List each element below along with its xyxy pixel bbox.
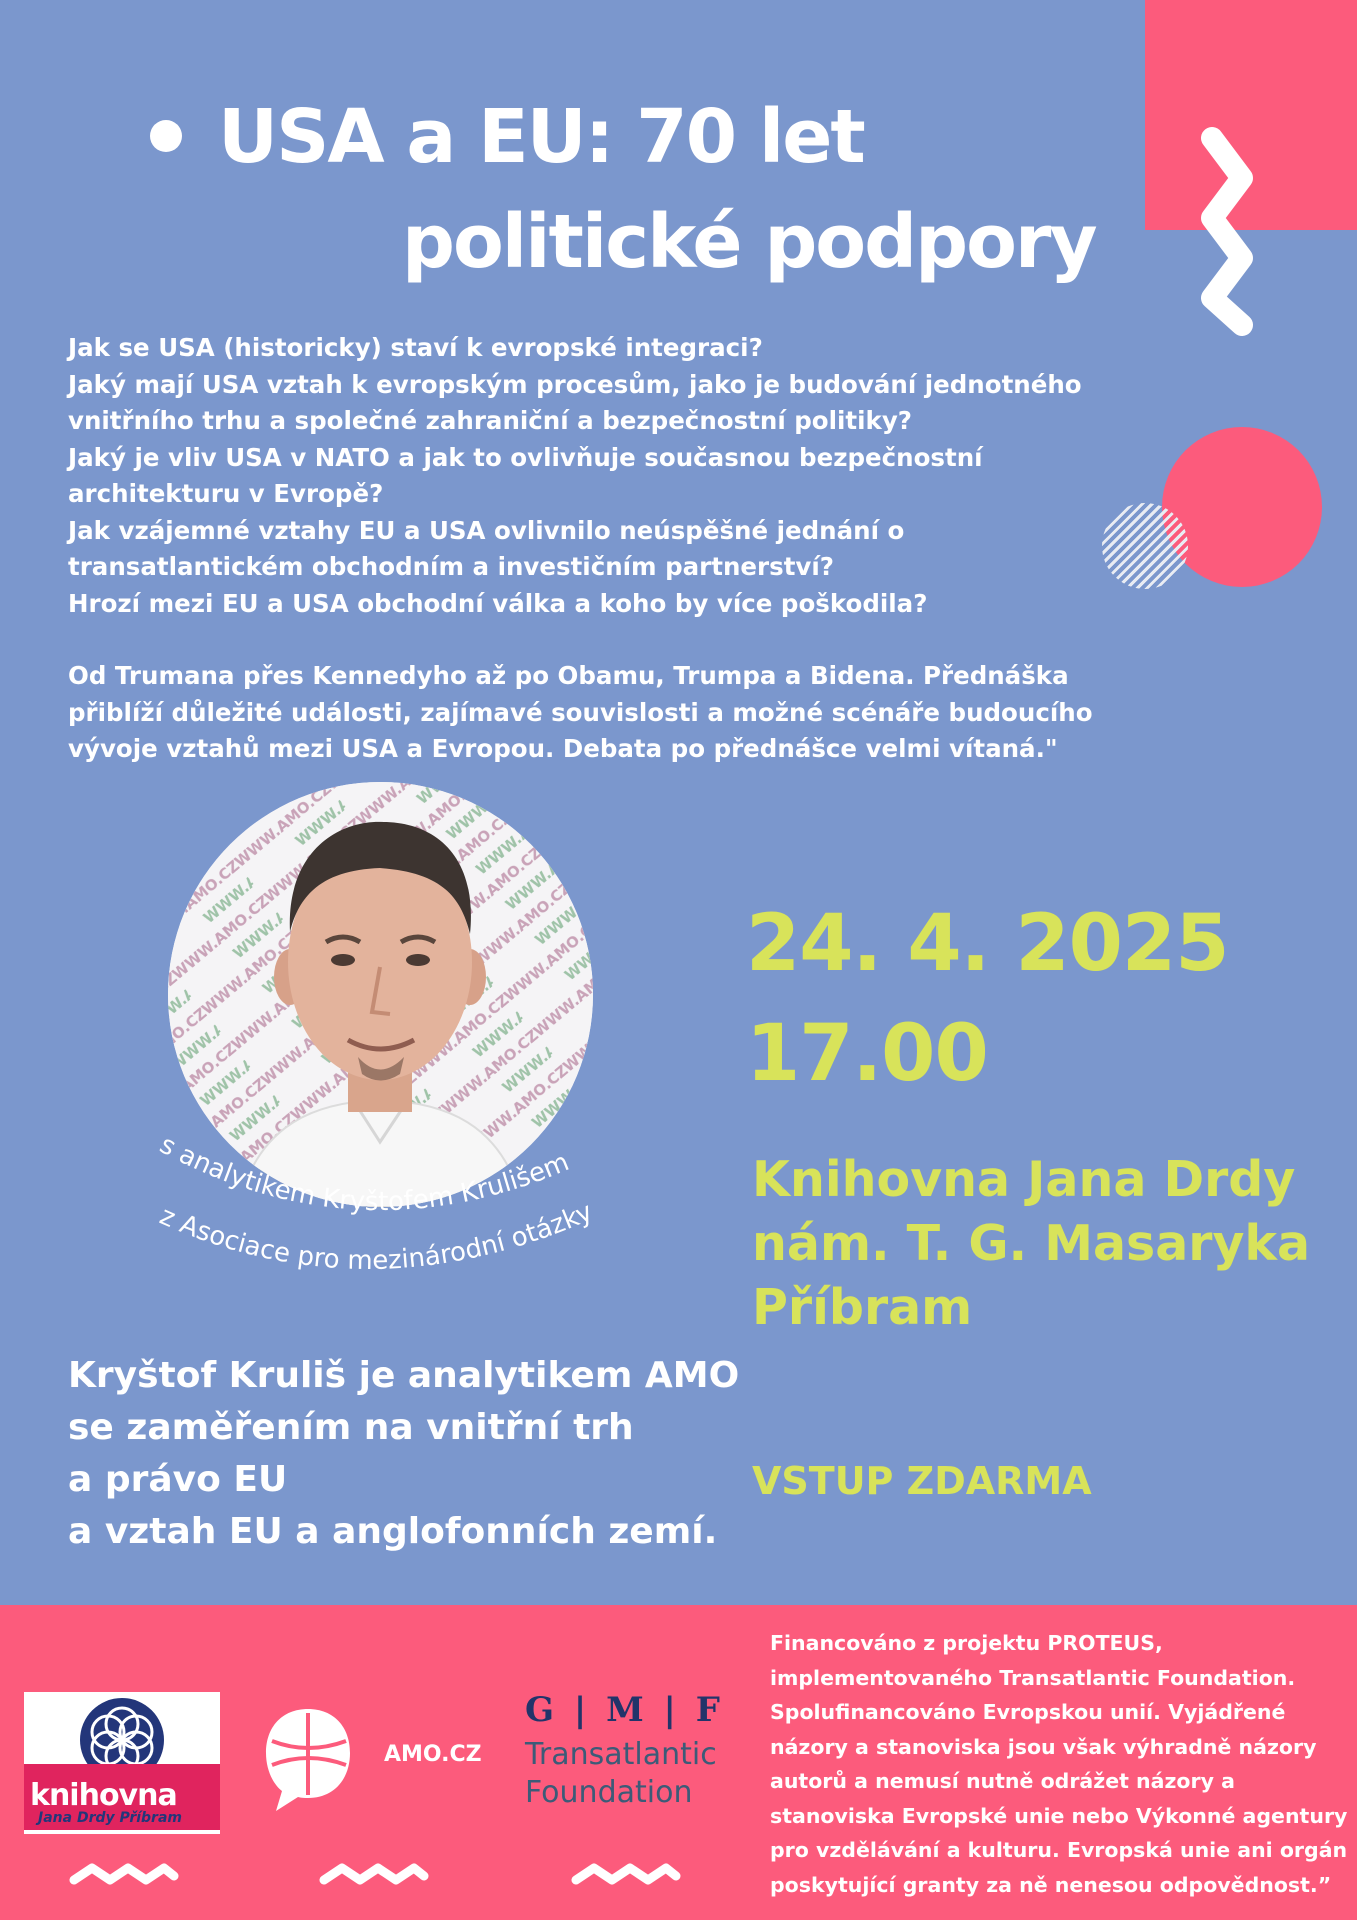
library-logo: [24, 1692, 220, 1834]
funding-disclaimer: [770, 1626, 1348, 1902]
gmf-name-line: Transatlantic: [525, 1737, 717, 1772]
svg-text:s analytikem Kryštofem Kruliše: [155, 1130, 574, 1217]
event-place: [752, 1148, 1310, 1340]
intro-summary: přiblíží důležité události, zajímavé souvislosti a možné scénáře budoucího: [68, 697, 1093, 727]
amo-logo-icon: [262, 1705, 354, 1815]
funding-line: názory a stanoviska jsou však výhradně názory: [770, 1734, 1317, 1759]
intro-question: Jak se USA (historicky) staví k evropské integraci?: [68, 333, 763, 362]
intro-question: Jak vzájemné vztahy EU a USA ovlivnilo neúspěšné jednání o: [68, 515, 905, 545]
amo-logo-label: AMO.CZ: [384, 1742, 482, 1767]
gmf-logo: [525, 1690, 724, 1812]
funding-line: implementovaného Transatlantic Foundation.: [770, 1665, 1296, 1690]
event-place-line: Příbram: [752, 1279, 973, 1336]
wave-decoration: [68, 1862, 180, 1888]
intro-question: Jaký mají USA vztah k evropským procesům, jako je budování jednotného: [68, 369, 1082, 399]
bio-line: a vztah EU a anglofonních zemí.: [68, 1511, 718, 1552]
page-title-line-1: USA a EU: 70 let: [218, 94, 864, 180]
intro-question: vnitřního trhu a společné zahraniční a bezpečnostní politiky?: [68, 406, 913, 435]
intro-question: Jaký je vliv USA v NATO a jak to ovlivňuje současnou bezpečnostní: [68, 442, 983, 472]
intro-question: Hrozí mezi EU a USA obchodní válka a koho by více poškodila?: [68, 588, 928, 618]
speaker-caption-arc: [130, 1130, 650, 1370]
bio-line: Kryštof Kruliš je analytikem AMO: [68, 1355, 740, 1396]
funding-line: poskytující granty za ně nenesou odpovědnost.”: [770, 1872, 1332, 1897]
intro-question: transatlantickém obchodním a investičním partnerství?: [68, 552, 834, 581]
caption-line-2: z Asociace pro mezinárodní otázky: [155, 1196, 598, 1277]
event-date: 24. 4. 2025: [746, 899, 1229, 989]
zigzag-decoration: [1190, 120, 1260, 340]
gmf-name-line: Foundation: [525, 1775, 693, 1810]
funding-line: Financováno z projektu PROTEUS,: [770, 1631, 1163, 1655]
bio-line: se zaměřením na vnitřní trh: [68, 1407, 634, 1448]
event-place-line: Knihovna Jana Drdy: [752, 1151, 1296, 1208]
speaker-bio: [68, 1350, 739, 1558]
intro-text: [68, 330, 1128, 768]
library-logo-word: knihovna: [30, 1778, 177, 1813]
event-time: 17.00: [746, 1009, 988, 1099]
event-place-line: nám. T. G. Masaryka: [752, 1215, 1311, 1272]
library-logo-subtitle: Jana Drdy Příbram: [38, 1810, 182, 1826]
wave-decoration: [570, 1862, 682, 1888]
intro-question: architekturu v Evropě?: [68, 479, 384, 508]
title-bullet: [150, 120, 182, 152]
bio-line: a právo EU: [68, 1459, 288, 1500]
intro-summary: Od Trumana přes Kennedyho až po Obamu, Trumpa a Bidena. Přednáška: [68, 661, 1069, 690]
caption-line-1: s analytikem Kryštofem Krulišem: [154, 1130, 574, 1218]
page-title-line-2: politické podpory: [402, 199, 1096, 285]
wave-decoration: [318, 1862, 430, 1888]
free-entry-label: VSTUP ZDARMA: [752, 1459, 1092, 1503]
pink-circle-decoration: [1162, 427, 1322, 587]
funding-line: autorů a nemusí nutně odrážet názory a: [770, 1769, 1235, 1793]
intro-summary: vývoje vztahů mezi USA a Evropou. Debata po přednášce velmi vítaná.": [68, 734, 1058, 763]
funding-line: Spolufinancováno Evropskou unií. Vyjádřené: [770, 1700, 1286, 1724]
funding-line: pro vzdělávání a kulturu. Evropská unie ani orgán: [770, 1838, 1348, 1862]
gmf-mark: G | M | F: [525, 1690, 724, 1730]
funding-line: stanoviska Evropské unie nebo Výkonné agentury: [770, 1803, 1348, 1828]
